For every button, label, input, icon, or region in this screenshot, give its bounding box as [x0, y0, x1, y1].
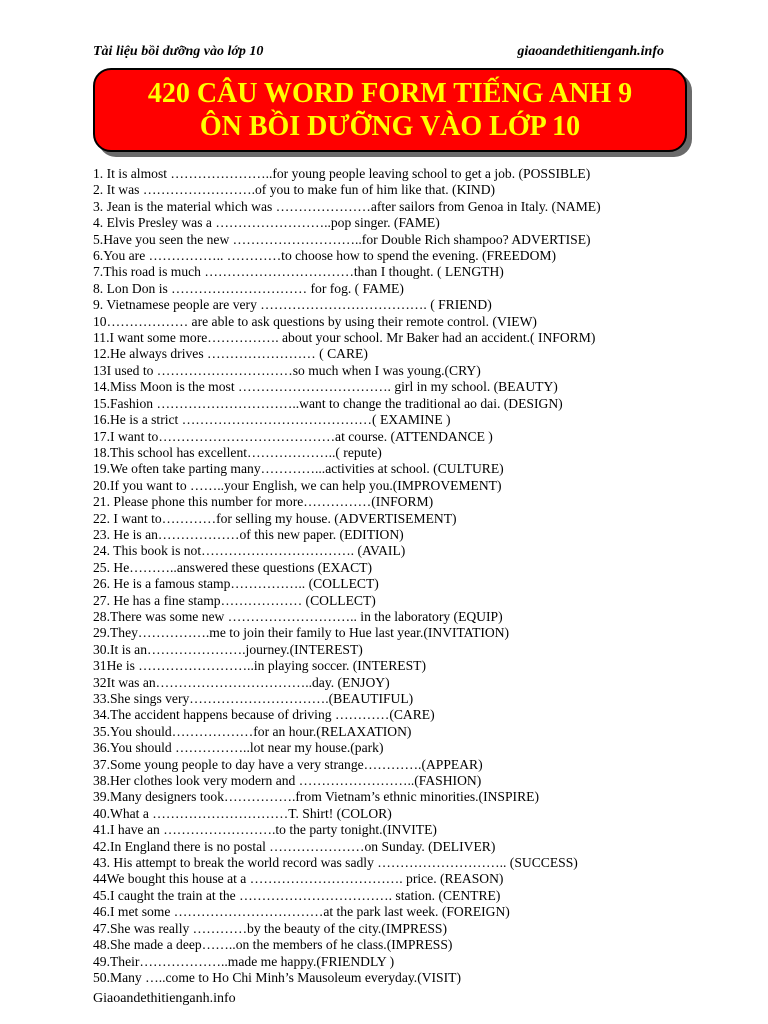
exercise-item: 31He is ……………………..in playing soccer. (INTEREST)	[93, 658, 427, 674]
exercise-item: 32It was an……………………………..day. (ENJOY)	[93, 674, 390, 690]
exercise-item: 17.I want to…………………………………at course. (ATTENDANCE )	[93, 428, 493, 444]
exercise-item: 11.I want some more……………. about your school. Mr Baker had an accident.( INFORM)	[93, 330, 596, 346]
exercise-item: 47.She was really …………by the beauty of the city.(IMPRESS)	[93, 920, 448, 936]
exercise-item: 30.It is an………………….journey.(INTEREST)	[93, 641, 363, 657]
exercise-item: 4. Elvis Presley was a ……………………..pop singer. (FAME)	[93, 215, 440, 231]
exercise-item: 46.I met some ……………………………at the park last week. (FOREIGN)	[93, 904, 510, 920]
exercise-item: 48.She made a deep……..on the members of he class.(IMPRESS)	[93, 937, 453, 953]
exercise-item: 40.What a …………………………T. Shirt! (COLOR)	[93, 805, 392, 821]
exercise-item: 8. Lon Don is ………………………… for fog. ( FAME)	[93, 280, 404, 296]
exercise-item: 20.If you want to ……..your English, we can help you.(IMPROVEMENT)	[93, 477, 502, 493]
exercise-item: 25. He………..answered these questions (EXACT)	[93, 559, 372, 575]
exercise-item: 26. He is a famous stamp…………….. (COLLECT)	[93, 576, 379, 592]
exercise-item: 2. It was …………………….of you to make fun of him like that. (KIND)	[93, 182, 496, 198]
exercise-item: 3. Jean is the material which was …………………after sailors from Genoa in Italy. (NAME)	[93, 198, 601, 214]
exercise-item: 9. Vietnamese people are very ………………………………. ( FRIEND)	[93, 297, 492, 313]
header-left-text: Tài liệu bồi dưỡng vào lớp 10	[93, 44, 264, 59]
exercise-item: 29.They…………….me to join their family to Hue last year.(INVITATION)	[93, 625, 510, 641]
exercise-item: 37.Some young people to day have a very strange………….(APPEAR)	[93, 756, 483, 772]
exercise-item: 10……………… are able to ask questions by using their remote control. (VIEW)	[93, 313, 537, 329]
exercise-item: 49.Their………………..made me happy.(FRIENDLY )	[93, 953, 395, 969]
exercise-item: 34.The accident happens because of driving …………(CARE)	[93, 707, 435, 723]
exercise-item: 1. It is almost …………………..for young people leaving school to get a job. (POSSIBLE)	[93, 166, 591, 181]
exercise-item: 35.You should………………for an hour.(RELAXATION)	[93, 723, 412, 739]
exercise-item: 19.We often take parting many…………...activities at school. (CULTURE)	[93, 461, 504, 477]
exercise-item: 23. He is an………………of this new paper. (EDITION)	[93, 526, 404, 542]
exercise-item: 41.I have an …………………….to the party tonight.(INVITE)	[93, 822, 437, 838]
title-line-1: 420 CÂU WORD FORM TIẾNG ANH 9	[147, 78, 633, 109]
exercise-item: 38.Her clothes look very modern and ……………………..(FASHION)	[93, 773, 482, 789]
exercise-item: 18.This school has excellent………………..( repute)	[93, 444, 382, 460]
exercise-item: 5.Have you seen the new ………………………..for Double Rich shampoo? ADVERTISE)	[93, 231, 591, 247]
footer-text: Giaoandethitienganh.info	[93, 991, 236, 1006]
title-banner	[93, 68, 687, 152]
exercise-item: 27. He has a fine stamp……………… (COLLECT)	[93, 592, 376, 608]
exercise-item: 6.You are …………….. …………to choose how to spend the evening. (FREEDOM)	[93, 248, 557, 264]
header-right-text: giaoandethitienganh.info	[517, 44, 664, 59]
exercise-item: 14.Miss Moon is the most ……………………………. girl in my school. (BEAUTY)	[93, 379, 558, 395]
exercise-item: 13I used to …………………………so much when I was young.(CRY)	[93, 362, 481, 378]
exercise-item: 36.You should ……………..lot near my house.(park)	[93, 740, 384, 756]
exercise-item: 39.Many designers took…………….from Vietnam’s ethnic minorities.(INSPIRE)	[93, 789, 539, 805]
exercise-item: 50.Many …..come to Ho Chi Minh’s Mausoleum everyday.(VISIT)	[93, 969, 461, 985]
exercise-item: 22. I want to…………for selling my house. (ADVERTISEMENT)	[93, 510, 457, 526]
exercise-item: 24. This book is not……………………………. (AVAIL)	[93, 543, 406, 559]
exercise-item: 7.This road is much ……………………………than I thought. ( LENGTH)	[93, 264, 504, 280]
exercise-item: 16.He is a strict ……………………………………( EXAMINE )	[93, 412, 451, 428]
exercise-item: 33.She sings very………………………….(BEAUTIFUL)	[93, 691, 414, 706]
exercise-item: 44We bought this house at a ……………………………. price. (REASON)	[93, 871, 504, 887]
exercise-list	[93, 166, 601, 986]
exercise-item: 12.He always drives …………………… ( CARE)	[93, 346, 368, 362]
title-line-2: ÔN BỒI DƯỠNG VÀO LỚP 10	[199, 111, 581, 142]
exercise-item: 15.Fashion …………………………..want to change the traditional ao dai. (DESIGN)	[93, 395, 563, 411]
exercise-item: 21. Please phone this number for more……………(INFORM)	[93, 494, 434, 510]
exercise-item: 42.In England there is no postal …………………on Sunday. (DELIVER)	[93, 838, 496, 854]
exercise-item: 43. His attempt to break the world record was sadly ……………………….. (SUCCESS)	[93, 855, 578, 871]
exercise-item: 45.I caught the train at the ……………………………. station. (CENTRE)	[93, 887, 501, 903]
exercise-item: 28.There was some new ……………………….. in the laboratory (EQUIP)	[93, 608, 503, 624]
